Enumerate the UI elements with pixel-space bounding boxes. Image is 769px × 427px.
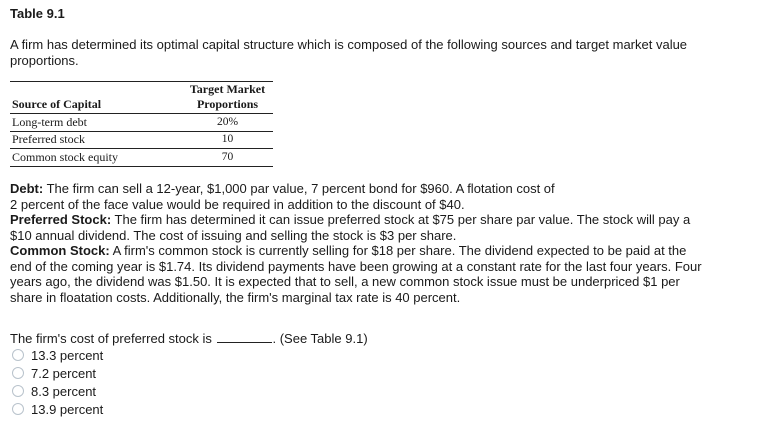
header-target-market-proportions [182,82,273,114]
option-c[interactable] [12,382,103,400]
preferred-text: The firm has determined it can issue preferred stock at $75 per share par value. The stock will pay a $10 annual dividend. The cost of issuing and selling the stock is $3 per share. [10,212,691,243]
debt-text-2: 2 percent of the face value would be required in addition to the discount of $40. [10,196,465,212]
answer-blank [217,332,272,343]
option-label: 7.2 percent [31,365,97,381]
table-title: Table 9.1 [10,6,65,21]
header-target-line1: Target Market [189,82,266,96]
row-proportion: 20% [182,114,273,132]
table-row [10,131,273,149]
option-b[interactable] [12,364,103,382]
question-before: The firm's cost of preferred stock is [10,331,212,346]
row-proportion: 10 [182,131,273,149]
debt-paragraph [10,181,710,212]
radio-button[interactable] [12,367,24,379]
common-text: A firm's common stock is currently selling for $18 per share. The dividend expected to be paid at the end of the coming year is $1.74. Its dividend payments have been growing at a constant rate for the last four years. Four years ago, the dividend was $1.50. It is expected that to sell, a new common stock issue must be underpriced $1 per share in floatation costs. Additionally, the firm's marginal tax rate is 40 percent. [10,243,702,305]
option-a[interactable] [12,346,103,364]
intro-text: A firm has determined its optimal capital structure which is composed of the following sources and target market value proportions. [10,37,688,68]
option-d[interactable] [12,400,103,418]
row-source: Preferred stock [10,131,182,149]
common-paragraph [10,243,710,305]
answer-options [12,346,103,418]
option-label: 13.9 percent [31,401,104,417]
radio-button[interactable] [12,349,24,361]
row-proportion: 70 [182,149,273,167]
row-source: Common stock equity [10,149,182,167]
debt-label: Debt: [10,181,44,196]
problem-details [10,181,710,305]
debt-text: The firm can sell a 12-year, $1,000 par value, 7 percent bond for $960. A flotation cost of [43,181,555,196]
header-target-line2: Proportions [196,97,259,111]
preferred-label: Preferred Stock: [10,212,112,227]
question-text [10,331,368,346]
row-source: Long-term debt [10,114,182,132]
question-after: . (See Table 9.1) [272,331,368,346]
radio-button[interactable] [12,403,24,415]
option-label: 13.3 percent [31,347,104,363]
header-source-of-capital: Source of Capital [10,82,182,114]
common-label: Common Stock: [10,243,110,258]
table-row [10,114,273,132]
table-row [10,149,273,167]
capital-structure-table [10,81,273,167]
preferred-paragraph [10,212,710,243]
radio-button[interactable] [12,385,24,397]
option-label: 8.3 percent [31,383,97,399]
